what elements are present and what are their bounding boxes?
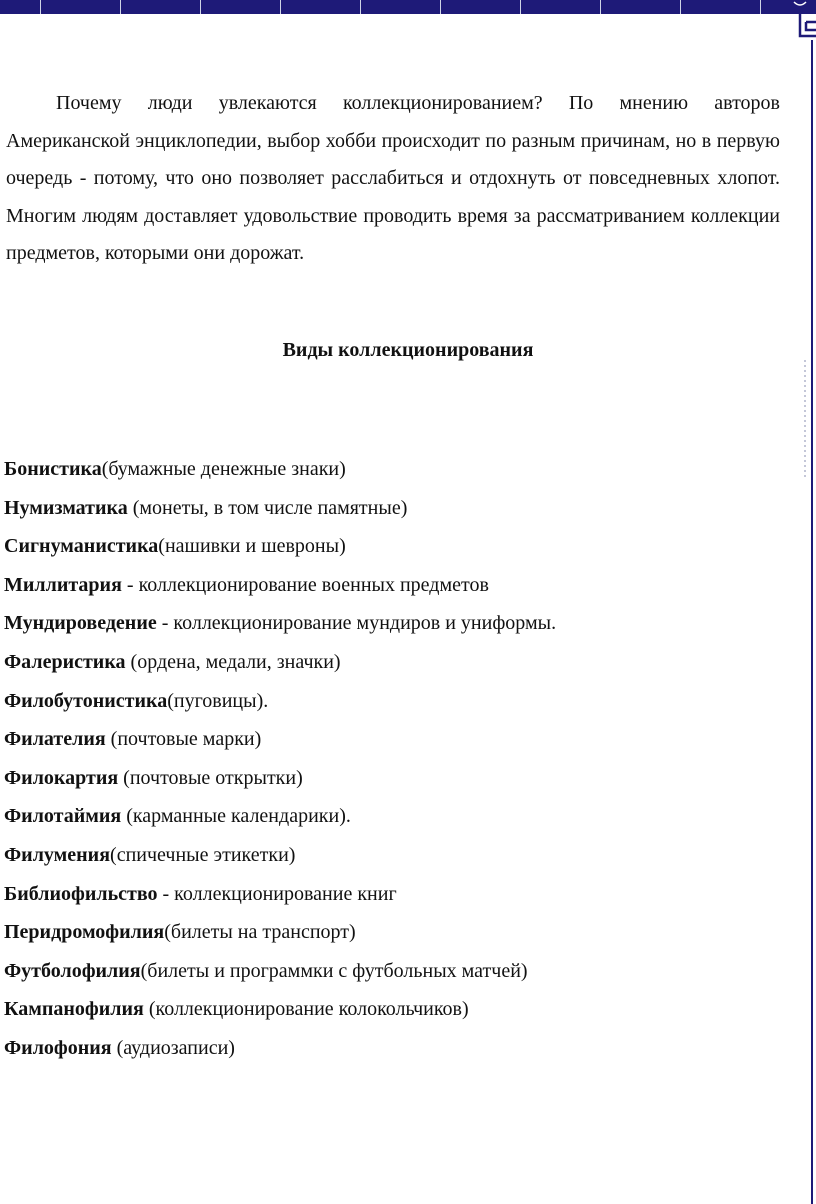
collecting-types-list (4, 450, 794, 1068)
item-term: Сигнуманистика (4, 535, 159, 558)
corner-ornament (786, 0, 816, 40)
item-description: (коллекционирование колокольчиков) (143, 998, 469, 1021)
item-term: Фалеристика (4, 650, 126, 673)
item-description: (спичечные этикетки) (110, 843, 296, 866)
item-description: (билеты на транспорт) (164, 921, 356, 944)
item-term: Нумизматика (4, 496, 128, 519)
item-description: (ордена, медали, значки) (125, 650, 341, 673)
list-item (4, 797, 794, 836)
item-description: (почтовые открытки) (118, 766, 303, 789)
item-term: Библиофильство (4, 882, 158, 905)
item-term: Филотаймия (4, 805, 122, 828)
intro-paragraph (6, 85, 780, 273)
item-term: Филумения (4, 843, 111, 866)
list-item (4, 489, 794, 528)
item-term: Филокартия (4, 766, 119, 789)
item-term: Бонистика (4, 458, 102, 480)
item-term: Филателия (4, 728, 106, 751)
list-item (4, 450, 794, 489)
list-item (4, 682, 794, 721)
top-decorative-band (0, 0, 816, 14)
list-item (4, 1029, 794, 1068)
item-term: Кампанофилия (4, 998, 144, 1021)
list-item (4, 990, 794, 1029)
list-item (4, 604, 794, 643)
list-item (4, 875, 794, 914)
item-term: Футболофилия (4, 959, 141, 982)
intro-text: Почему люди увлекаются коллекционированием? По мнению авторов Американской энциклопедии, выбор хобби происходит по разным причинам, но в первую очередь - потому, что оно позволяет расслабиться и отдохнуть от повседневных хлопот. Многим людям доставляет удовольствие проводить время за рассматриванием коллекции предметов, которыми они дорожат. (6, 92, 780, 264)
item-term: Филобутонистика (4, 689, 168, 712)
item-description: - коллекционирование военных предметов (121, 573, 489, 596)
item-description: (почтовые марки) (105, 728, 262, 751)
item-description: - коллекционирование книг (157, 882, 397, 905)
list-item (4, 643, 794, 682)
item-description: (монеты, в том числе памятные) (127, 496, 408, 519)
item-term: Миллитария (4, 573, 122, 596)
list-item (4, 913, 794, 952)
item-term: Мундироведение (4, 612, 157, 635)
item-description: (бумажные денежные знаки) (101, 458, 346, 480)
list-item (4, 566, 794, 605)
section-heading: Виды коллекционирования (282, 339, 534, 361)
list-item (4, 759, 794, 798)
item-description: (пуговицы). (167, 689, 269, 712)
item-term: Филофония (4, 1036, 112, 1059)
item-description: (нашивки и шевроны) (158, 535, 346, 558)
item-description: (билеты и программки с футбольных матчей) (140, 959, 528, 982)
list-item (4, 720, 794, 759)
item-description: (аудиозаписи) (111, 1036, 235, 1059)
right-border-dots (800, 360, 810, 480)
right-border-line (811, 40, 813, 1204)
list-item (4, 836, 794, 875)
list-item (4, 952, 794, 991)
item-term: Перидромофилия (4, 921, 165, 944)
list-item (4, 527, 794, 566)
item-description: (карманные календарики). (121, 805, 351, 828)
item-description: - коллекционирование мундиров и униформы. (156, 612, 557, 635)
